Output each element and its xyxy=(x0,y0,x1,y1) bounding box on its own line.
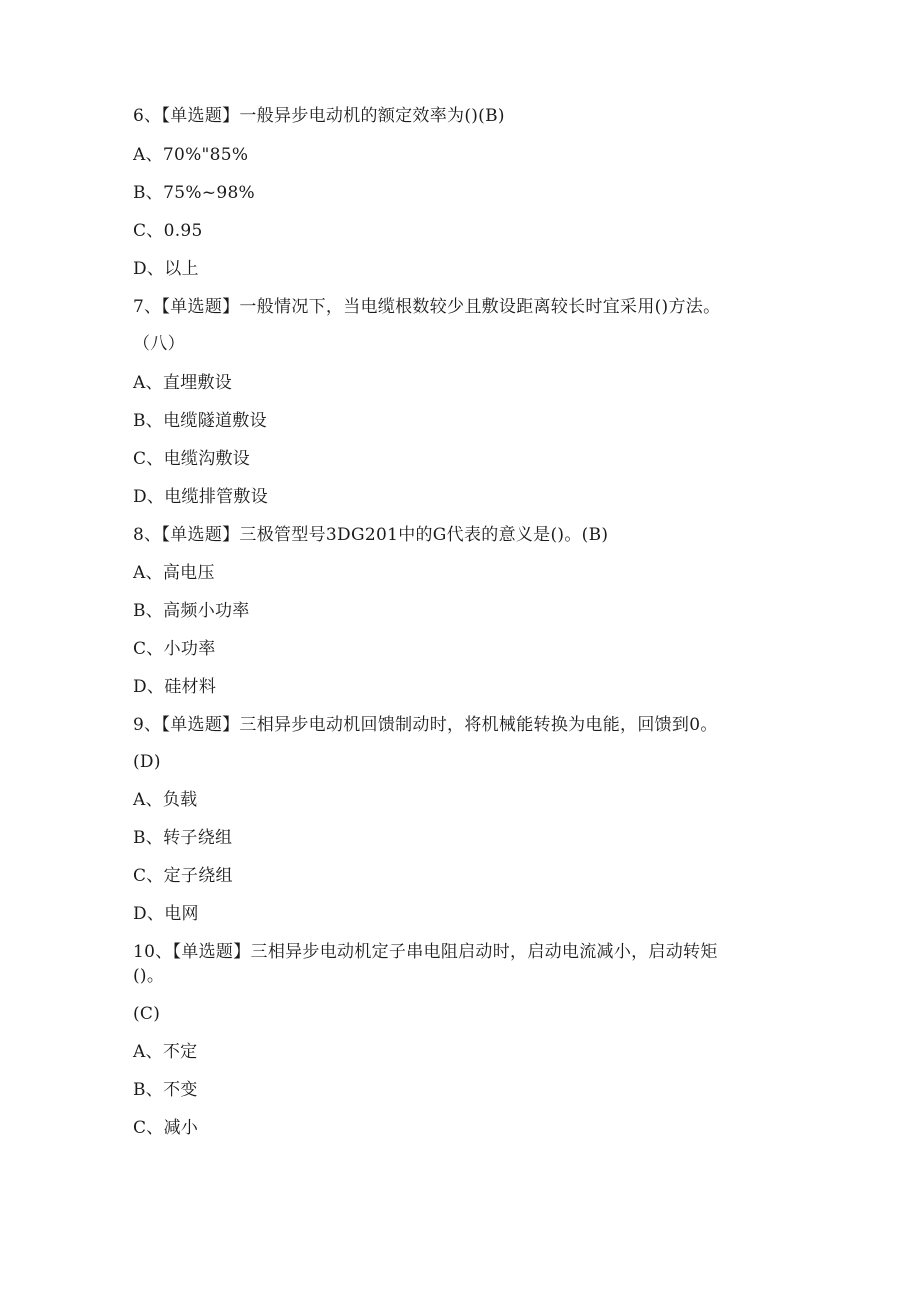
question-7-answer: （八） xyxy=(133,334,185,354)
question-10-stem-continued: ()。 xyxy=(133,966,165,986)
question-6-stem: 6、【单选题】一般异步电动机的额定效率为()(B) xyxy=(133,106,505,126)
question-8-option-d: D、硅材料 xyxy=(133,677,217,697)
question-8-stem: 8、【单选题】三极管型号3DG201中的G代表的意义是()。(B) xyxy=(133,525,609,545)
question-7-stem: 7、【单选题】一般情况下，当电缆根数较少且敷设距离较长时宜采用()方法。 xyxy=(133,297,721,317)
question-7-option-b: B、电缆隧道敷设 xyxy=(133,411,267,431)
question-8-option-b: B、高频小功率 xyxy=(133,601,250,621)
question-10-option-c: C、减小 xyxy=(133,1118,199,1138)
question-7-option-d: D、电缆排管敷设 xyxy=(133,487,269,507)
question-6-option-b: B、75%~98% xyxy=(133,183,256,203)
question-8-option-c: C、小功率 xyxy=(133,639,216,659)
question-6-option-a: A、70%"85% xyxy=(133,145,249,165)
question-10-stem: 10、【单选题】三相异步电动机定子串电阻启动时，启动电流减小，启动转矩 xyxy=(133,942,718,962)
question-7-option-a: A、直埋敷设 xyxy=(133,373,233,393)
question-10-answer: (C) xyxy=(133,1004,161,1024)
question-10-option-a: A、不定 xyxy=(133,1042,198,1062)
question-9-answer: (D) xyxy=(133,752,161,772)
question-7-option-c: C、电缆沟敷设 xyxy=(133,449,251,469)
question-10-option-b: B、不变 xyxy=(133,1080,198,1100)
question-9-stem: 9、【单选题】三相异步电动机回馈制动时，将机械能转换为电能，回馈到0。 xyxy=(133,715,718,735)
question-6-option-c: C、0.95 xyxy=(133,221,203,241)
question-8-option-a: A、高电压 xyxy=(133,563,215,583)
question-9-option-a: A、负载 xyxy=(133,790,198,810)
question-9-option-b: B、转子绕组 xyxy=(133,828,233,848)
question-9-option-c: C、定子绕组 xyxy=(133,866,233,886)
question-9-option-d: D、电网 xyxy=(133,904,199,924)
question-6-option-d: D、以上 xyxy=(133,259,199,279)
